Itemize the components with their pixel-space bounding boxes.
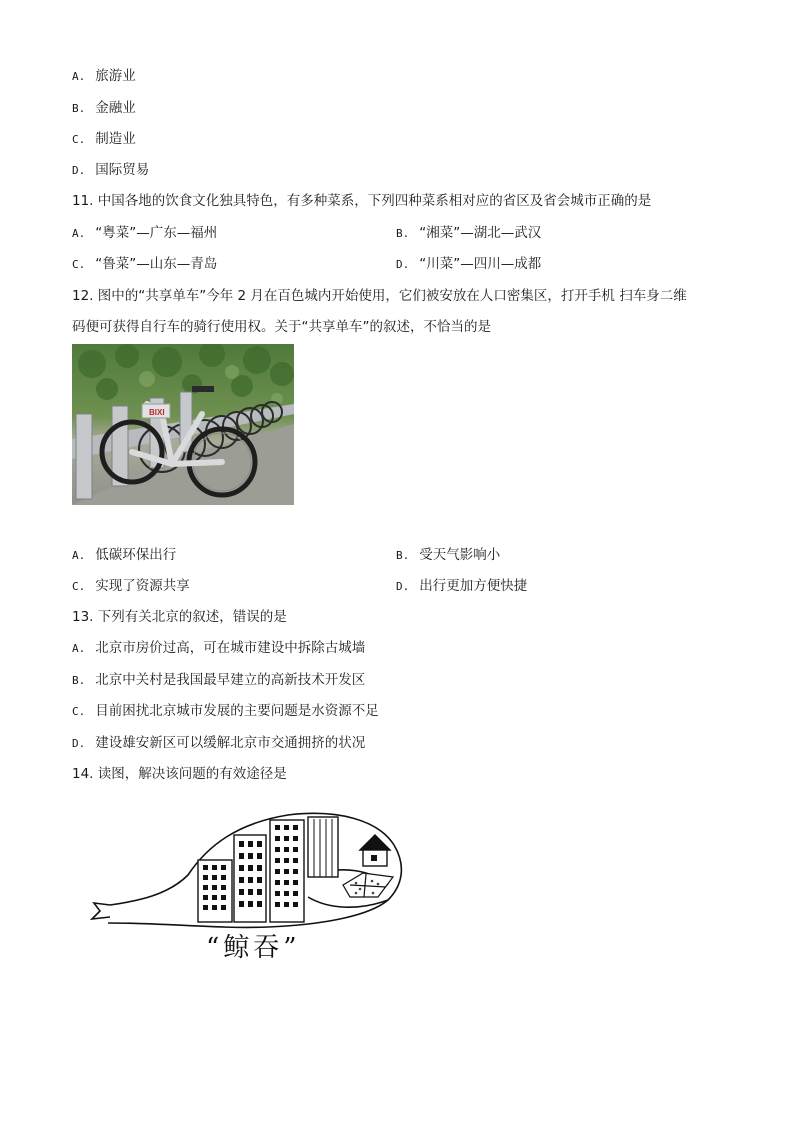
q11-stem: 11. 中国各地的饮食文化独具特色，有多种菜系，下列四种菜系相对应的省区及省会城市正确的是	[72, 193, 652, 209]
q12-option-a: A. 低碳环保出行	[72, 547, 177, 563]
q14-stem: 14. 读图，解决该问题的有效途径是	[72, 766, 287, 782]
q11-option-b: B. “湘菜”—湖北—武汉	[396, 225, 542, 241]
q11-option-c: C. “鲁菜”—山东—青岛	[72, 256, 218, 272]
shared-bikes-photo	[72, 344, 294, 505]
q13-option-d: D. 建设雄安新区可以缓解北京市交通拥挤的状况	[72, 735, 366, 751]
q10-option-c: C. 制造业	[72, 131, 136, 147]
q12-stem-line2: 码便可获得自行车的骑行使用权。关于“共享单车”的叙述，不恰当的是	[72, 319, 491, 335]
q10-option-b: B. 金融业	[72, 100, 136, 116]
q12-option-b: B. 受天气影响小	[396, 547, 501, 563]
q10-option-d: D. 国际贸易	[72, 162, 150, 178]
whale-city-cartoon	[88, 805, 408, 970]
q13-option-a: A. 北京市房价过高，可在城市建设中拆除古城墙	[72, 640, 366, 656]
shared-bikes-illustration	[72, 344, 294, 505]
q11-option-a: A. “粤菜”—广东—福州	[72, 225, 218, 241]
q11-option-d: D. “川菜”—四川—成都	[396, 256, 542, 272]
q13-option-b: B. 北京中关村是我国最早建立的高新技术开发区	[72, 672, 366, 688]
q12-option-d: D. 出行更加方便快捷	[396, 578, 528, 594]
whale-caption: “鲸吞”	[206, 933, 301, 963]
q12-stem-line1: 12. 图中的“共享单车”今年 2 月在百色城内开始使用，它们被安放在人口密集区，打开手机 扫车身二维	[72, 288, 687, 304]
q12-option-c: C. 实现了资源共享	[72, 578, 190, 594]
svg-text:BIXI: BIXI	[149, 408, 165, 417]
q13-option-c: C. 目前困扰北京城市发展的主要问题是水资源不足	[72, 703, 379, 719]
q10-option-a: A. 旅游业	[72, 68, 136, 84]
q13-stem: 13. 下列有关北京的叙述，错误的是	[72, 609, 287, 625]
